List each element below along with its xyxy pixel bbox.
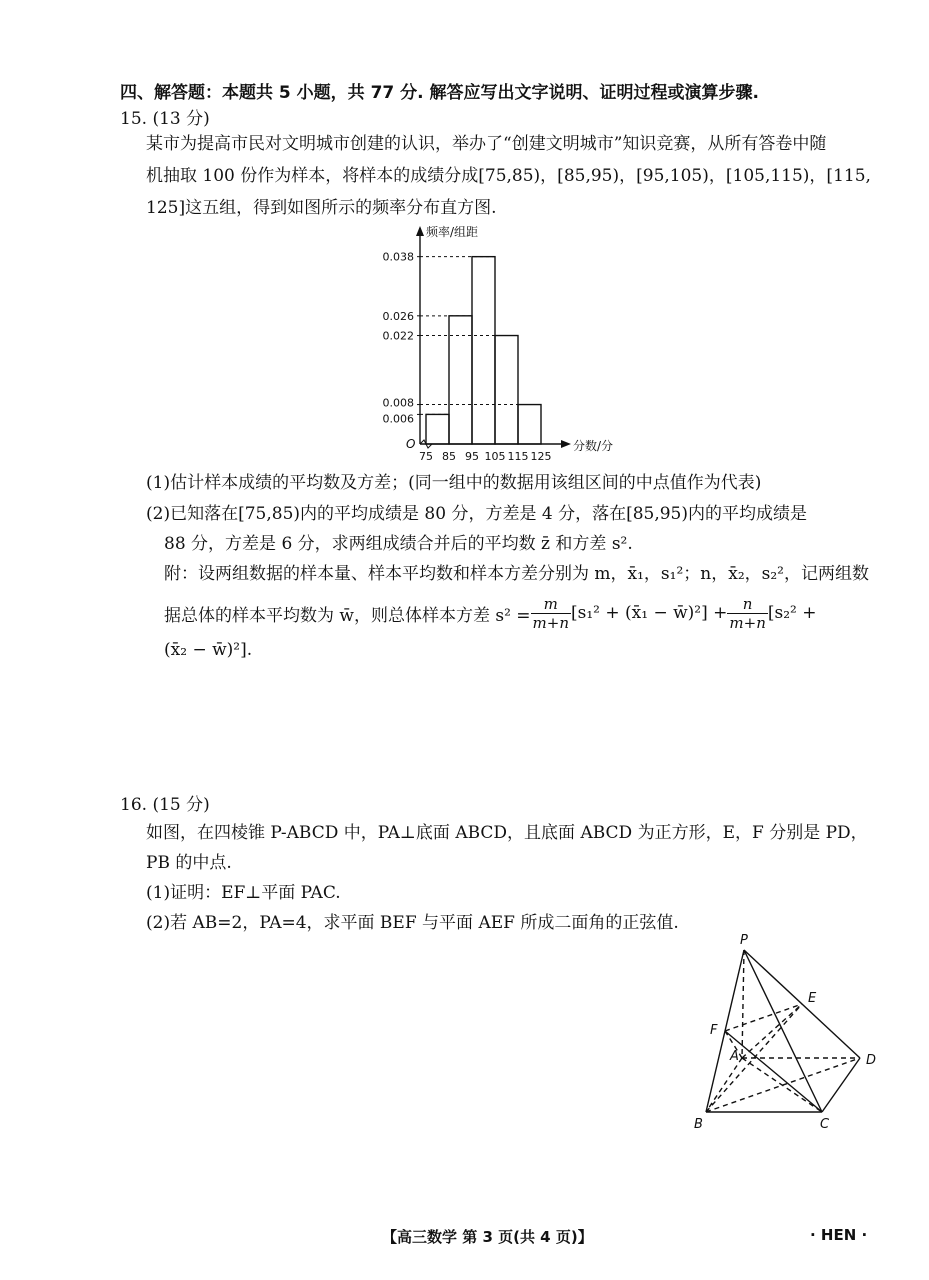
label-p: P xyxy=(740,933,748,948)
q16-line1: 如图，在四棱锥 P-ABCD 中，PA⊥底面 ABCD，且底面 ABCD 为正方形，E，F 分别是 PD， xyxy=(146,823,868,843)
x-tick-label: 115 xyxy=(507,450,529,463)
q15-intro-line2: 机抽取 100 份作为样本，将样本的成绩分成[75,85)，[85,95)，[95,105)，[105,115)，[115, xyxy=(146,166,871,186)
y-axis-arrow xyxy=(416,226,424,236)
y-axis-label: 频率/组距 xyxy=(426,225,479,239)
x-tick-label: 95 xyxy=(465,450,479,463)
edge-ab xyxy=(706,1058,742,1112)
footer-code: · HEN · xyxy=(810,1226,868,1244)
frac2-den: m+n xyxy=(729,613,766,632)
q15-appendix-line3: (x̄₂ − w̄)²]. xyxy=(164,640,253,660)
y-tick-label: 0.006 xyxy=(382,412,414,426)
segment-fc xyxy=(725,1031,822,1112)
q16-part2: (2)若 AB=2，PA=4，求平面 BEF 与平面 AEF 所成二面角的正弦值. xyxy=(146,913,679,933)
q15-part2-line2: 88 分，方差是 6 分，求两组成绩合并后的平均数 z̄ 和方差 s². xyxy=(164,534,633,554)
x-tick-label: 105 xyxy=(484,450,506,463)
frac1-den: m+n xyxy=(532,613,569,632)
q16-line2: PB 的中点. xyxy=(146,853,232,873)
label-b: B xyxy=(694,1117,703,1132)
label-d: D xyxy=(866,1053,877,1068)
diag-ac xyxy=(742,1058,822,1112)
q16-part1: (1)证明：EF⊥平面 PAC. xyxy=(146,883,341,903)
appendix-line2-pre: 据总体的样本平均数为 w̄，则总体样本方差 s² = xyxy=(164,605,531,626)
histogram-bar xyxy=(472,257,495,444)
appendix-line2-post: [s₂² + xyxy=(767,603,817,623)
x-tick-label: 125 xyxy=(530,450,552,463)
edge-cd xyxy=(822,1058,860,1112)
frac2-num: n xyxy=(727,595,767,614)
frac1-num: m xyxy=(531,595,571,614)
histogram-bar xyxy=(495,336,518,444)
q15-number: 15. (13 分) xyxy=(120,109,210,129)
fraction-m-over-mn xyxy=(531,595,571,632)
y-tick-label: 0.008 xyxy=(382,396,414,410)
y-tick-label: 0.026 xyxy=(382,309,414,323)
appendix-line2-mid: [s₁² + (x̄₁ − w̄)²] + xyxy=(571,603,728,623)
q15-appendix-line1: 附：设两组数据的样本量、样本平均数和样本方差分别为 m，x̄₁，s₁²；n，x̄₂，s₂²，记两组数 xyxy=(164,564,869,584)
diag-bd xyxy=(706,1058,860,1112)
edge-pc xyxy=(744,950,822,1112)
fraction-n-over-mn xyxy=(727,595,767,632)
q15-appendix-line2 xyxy=(164,593,817,633)
segment-ae xyxy=(742,1004,802,1058)
histogram-bar xyxy=(518,405,541,444)
y-tick-label: 0.022 xyxy=(382,329,414,343)
label-f: F xyxy=(710,1023,718,1038)
q15-intro-line3: 125]这五组，得到如图所示的频率分布直方图. xyxy=(146,198,497,218)
label-c: C xyxy=(820,1117,830,1132)
footer-page-info: 【高三数学 第 3 页(共 4 页)】 xyxy=(382,1228,593,1246)
edge-pa xyxy=(742,950,744,1058)
section-title: 四、解答题：本题共 5 小题，共 77 分. 解答应写出文字说明、证明过程或演算步骤. xyxy=(120,83,759,103)
x-tick-label: 75 xyxy=(419,450,433,463)
histogram-bar xyxy=(426,414,449,444)
frequency-histogram xyxy=(360,222,640,467)
label-a: A xyxy=(730,1049,739,1064)
q16-number: 16. (15 分) xyxy=(120,795,210,815)
pyramid-figure xyxy=(690,930,890,1135)
q15-part2-line1: (2)已知落在[75,85)内的平均成绩是 80 分，方差是 4 分，落在[85,95)内的平均成绩是 xyxy=(146,504,808,524)
q15-intro-line1: 某市为提高市民对文明城市创建的认识，举办了“创建文明城市”知识竞赛，从所有答卷中随 xyxy=(146,134,827,154)
origin-label: O xyxy=(406,437,416,451)
x-axis-arrow xyxy=(561,440,571,448)
x-tick-label: 85 xyxy=(442,450,456,463)
label-e: E xyxy=(808,991,817,1006)
x-axis-label: 分数/分 xyxy=(573,439,614,453)
q15-part1: (1)估计样本成绩的平均数及方差；(同一组中的数据用该组区间的中点值作为代表) xyxy=(146,473,762,493)
y-tick-label: 0.038 xyxy=(382,250,414,264)
